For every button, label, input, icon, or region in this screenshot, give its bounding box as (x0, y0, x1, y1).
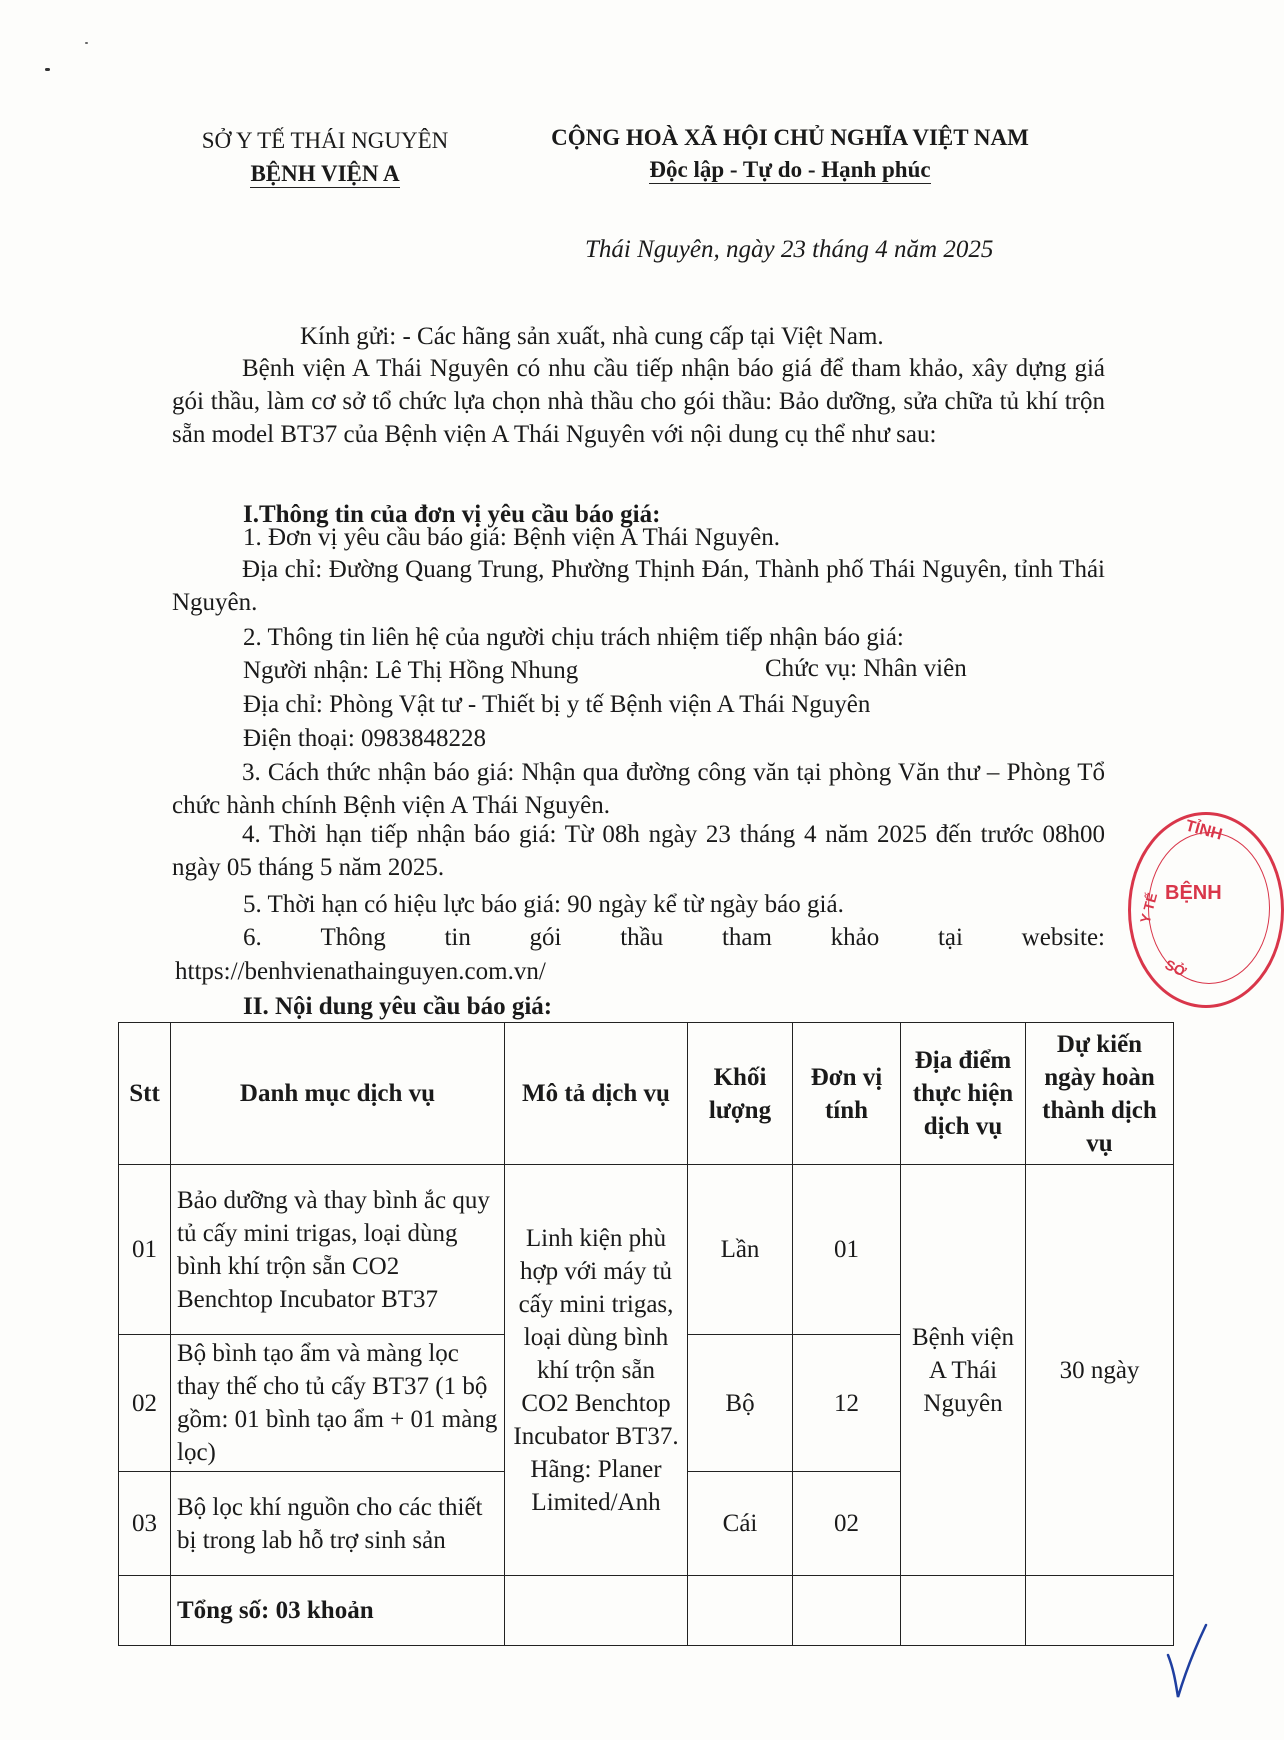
row-quantity: Cái (688, 1472, 793, 1576)
item-6-word: tham (721, 924, 772, 951)
section-1-item-5: 5. Thời hạn có hiệu lực báo giá: 90 ngày kể từ ngày báo giá. (243, 891, 844, 918)
item-6-word: 6. (243, 924, 262, 951)
intro-paragraph: Bệnh viện A Thái Nguyên có nhu cầu tiếp nhận báo giá để tham khảo, xây dựng giá gói thầu, làm cơ sở tổ chức lựa chọn nhà thầu cho gói thầu: Bảo dưỡng, sửa chữa tủ khí trộn sẵn model BT37 của Bệnh viện A Thái Nguyên với nội dung cụ thể như sau: (172, 355, 1105, 448)
item-6-word: khảo (830, 924, 880, 951)
contact-address: Địa chỉ: Phòng Vật tư - Thiết bị y tế Bệnh viện A Thái Nguyên (243, 691, 871, 718)
stamp-text-bottom: SỞ (1162, 956, 1189, 980)
country-name: CỘNG HOÀ XÃ HỘI CHỦ NGHĨA VIỆT NAM (551, 125, 1029, 150)
item-6-word: website: (1021, 924, 1105, 951)
row-service: Bộ bình tạo ẩm và màng lọc thay thế cho tủ cấy BT37 (1 bộ gồm: 01 bình tạo ẩm + 01 màng lọc) (171, 1335, 505, 1472)
row-unit: 01 (793, 1165, 901, 1335)
section-1-item-1: 1. Đơn vị yêu cầu báo giá: Bệnh viện A Thái Nguyên. (243, 524, 780, 551)
section-1-item-3: 3. Cách thức nhận báo giá: Nhận qua đường công văn tại phòng Văn thư – Phòng Tổ chức hành chính Bệnh viện A Thái Nguyên. (172, 759, 1105, 819)
stamp-text-side: Y TẾ (1136, 891, 1161, 925)
receiver-position: Chức vụ: Nhân viên (765, 655, 967, 682)
total-empty-cell (1026, 1576, 1174, 1646)
table-header-row (119, 1023, 1174, 1165)
section-1-item-4: 4. Thời hạn tiếp nhận báo giá: Từ 08h ngày 23 tháng 4 năm 2025 đến trước 08h00 ngày 05 tháng 5 năm 2025. (172, 821, 1105, 881)
date-line: Thái Nguyên, ngày 23 tháng 4 năm 2025 (585, 236, 994, 263)
shared-location: Bệnh viện A Thái Nguyên (901, 1165, 1026, 1576)
signature-mark (1160, 1615, 1210, 1705)
department-name: SỞ Y TẾ THÁI NGUYÊN (201, 128, 449, 153)
stamp-text-middle: BỆNH (1165, 882, 1222, 904)
header-quantity: Khối lượng (688, 1023, 793, 1165)
header-stt: Stt (119, 1023, 171, 1165)
header-unit: Đơn vị tính (793, 1023, 901, 1165)
quotation-table (118, 1022, 1174, 1646)
section-2-title: II. Nội dung yêu cầu báo giá: (243, 993, 553, 1020)
website-link[interactable]: https://benhvienathainguyen.com.vn/ (175, 958, 546, 985)
row-service: Bộ lọc khí nguồn cho các thiết bị trong lab hỗ trợ sinh sản (171, 1472, 505, 1576)
row-stt: 03 (119, 1472, 171, 1576)
hospital-name (185, 160, 465, 188)
item-6-word: gói (529, 924, 562, 951)
receiver-name: Người nhận: Lê Thị Hồng Nhung (243, 657, 579, 684)
section-1-item-2: 2. Thông tin liên hệ của người chịu trách nhiệm tiếp nhận báo giá: (243, 624, 904, 651)
header-location: Địa điểm thực hiện dịch vụ (901, 1023, 1026, 1165)
scan-speck (45, 68, 50, 71)
total-stt-cell (119, 1576, 171, 1646)
section-1-title: I.Thông tin của đơn vị yêu cầu báo giá: (243, 501, 661, 528)
hospital-name-text: BỆNH VIỆN A (250, 161, 400, 186)
table-total-row (119, 1576, 1174, 1646)
requester-address: Địa chỉ: Đường Quang Trung, Phường Thịnh Đán, Thành phố Thái Nguyên, tỉnh Thái Nguyên. (172, 556, 1105, 616)
section-1-item-6 (243, 921, 1105, 954)
national-motto (520, 156, 1060, 184)
row-unit: 12 (793, 1335, 901, 1472)
total-empty-cell (505, 1576, 688, 1646)
national-motto-text: Độc lập - Tự do - Hạnh phúc (649, 157, 931, 182)
shared-completion: 30 ngày (1026, 1165, 1174, 1576)
row-stt: 02 (119, 1335, 171, 1472)
item-6-word: Thông (320, 924, 386, 951)
row-quantity: Bộ (688, 1335, 793, 1472)
header-service: Danh mục dịch vụ (171, 1023, 505, 1165)
total-empty-cell (901, 1576, 1026, 1646)
header-completion: Dự kiến ngày hoàn thành dịch vụ (1026, 1023, 1174, 1165)
row-stt: 01 (119, 1165, 171, 1335)
item-6-word: tin (444, 924, 471, 951)
row-service: Bảo dưỡng và thay bình ắc quy tủ cấy mini trigas, loại dùng bình khí trộn sẵn CO2 Benchtop Incubator BT37 (171, 1165, 505, 1335)
scan-speck (85, 42, 88, 44)
header-description: Mô tả dịch vụ (505, 1023, 688, 1165)
row-unit: 02 (793, 1472, 901, 1576)
item-6-word: tại (937, 924, 963, 951)
greeting: Kính gửi: - Các hãng sản xuất, nhà cung cấp tại Việt Nam. (300, 323, 884, 350)
total-label: Tổng số: 03 khoản (171, 1576, 505, 1646)
contact-phone: Điện thoại: 0983848228 (243, 725, 487, 752)
total-empty-cell (688, 1576, 793, 1646)
stamp-text-top: TỈNH (1183, 817, 1225, 844)
table-row (119, 1165, 1174, 1335)
total-empty-cell (793, 1576, 901, 1646)
row-quantity: Lần (688, 1165, 793, 1335)
item-6-word: thầu (620, 924, 664, 951)
shared-description: Linh kiện phù hợp với máy tủ cấy mini trigas, loại dùng bình khí trộn sẵn CO2 Benchtop Incubator BT37. Hãng: Planer Limited/Anh (505, 1165, 688, 1576)
